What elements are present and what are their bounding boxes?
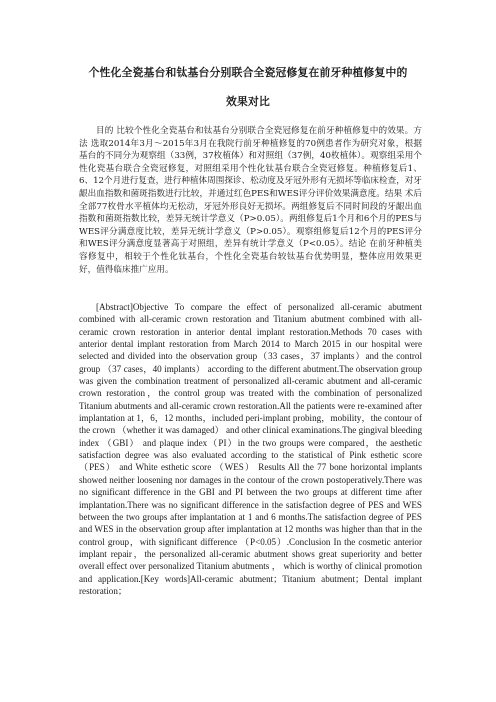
chinese-abstract: 目的 比较个性化全瓷基台和钛基台分别联合全瓷冠修复在前牙种植修复中的效果。方法 选取2014年3月～2015年3月在我院行前牙种植修复的70例患者作为研究对象，根据基台的不同分为观察组（33例，37枚植体）和对照组（37例，40枚植体）。观察组采用个性化瓷基台联合全瓷冠修复，对照组采用个性化钛基台联合全瓷冠修复。种植修复后1、6、12个月进行复查，进行种植体周围探诊、松动度及牙冠外形有无损坏等临床检查，对牙龈出血指数和菌斑指数进行比较，并通过红色PES和WES评分评价效果满意度。结果 术后全部77枚骨水平植体均无松动，牙冠外形良好无损坏。两组修复后不同时间段的牙龈出血指数和菌斑指数比较，差异无统计学意义（P>0.05）。两组修复后1个月和6个月的PES与WES评分满意度比较，差异无统计学意义（P>0.05）。观察组修复后12个月的PES评分和WES评分满意度显著高于对照组，差异有统计学意义（P<0.05）。结论 在前牙种植美容修复中，相较于个性化钛基台，个性化全瓷基台较钛基台优势明显，整体应用效果更好，值得临床推广应用。 [79, 126, 422, 275]
paper-title-line-2: 效果对比 [226, 95, 270, 108]
english-abstract: [Abstract]Objective To compare the effect of personalized all-ceramic abutment combined with all-ceramic crown restoration and Titanium abutment combined with all-ceramic crown restoration in anterior dental implant restoration.Methods 70 cases with anterior dental implant restoration from March 2014 to March 2015 in our hospital were selected and divided into the observation group（33 cases，37 implants）and the control group （37 cases，40 implants） according to the different abutment.The observation group was given the combination treatment of personalized all-ceramic abutment and all-ceramic crown restoration，the control group was treated with the combination of personalized Titanium abutments and all-ceramic crown restoration.All the patients were re-examined after implantation at 1，6，12 months，included peri-implant probing，mobility，the contour of the crown （whether it was damaged） and other clinical examinations.The gingival bleeding index （GBI） and plaque index（PI）in the two groups were compared，the aesthetic satisfaction degree was also evaluated according to the statistical of Pink esthetic score （PES） and White esthetic score （WES） Results All the 77 bone horizontal implants showed neither loosening nor damages in the contour of the crown postoperatively.There was no significant difference in the GBI and PI between the two groups at different time after implantation.There was no significant difference in the satisfaction degree of PES and WES between the two groups after implantation at 1 and 6 months.The satisfaction degree of PES and WES in the observation group after implantation at 12 months was higher than that in the control group，with significant difference （P<0.05）.Conclusion In the cosmetic anterior implant repair，the personalized all-ceramic abutment shows great superiority and better overall effect over personalized Titanium abutments ， which is worthy of clinical promotion and application.[Key words]All-ceramic abutment；Titanium abutment；Dental implant restoration； [79, 302, 422, 596]
paper-title-line-1: 个性化全瓷基台和钛基台分别联合全瓷冠修复在前牙种植修复中的 [88, 66, 408, 79]
